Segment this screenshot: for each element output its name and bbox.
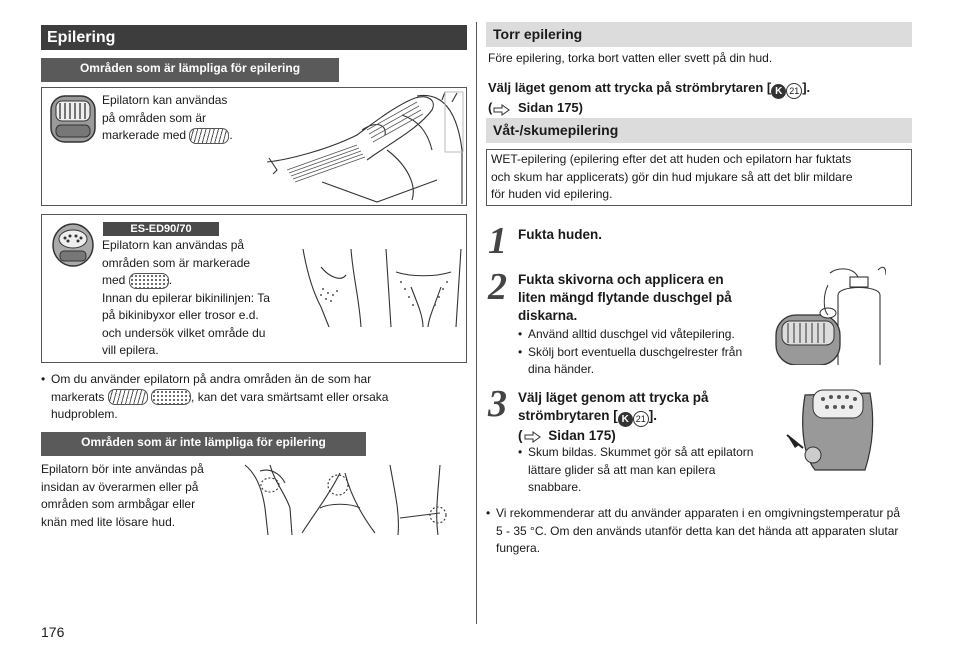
arrow-right-icon [493,100,511,112]
underarm-bikini-illustration [301,247,463,329]
unsuitable-areas-illustration [240,463,460,535]
subheader-unsuitable-areas: Områden som är inte lämpliga för epilering [41,432,366,456]
number-circle: 21 [633,411,649,427]
unsuitable-text: Epilatorn bör inte användas på insidan av överarmen eller på områden som armbågar eller knän med lite lösare hud. [41,462,204,529]
model-badge: ES-ED90/70 [103,222,219,236]
page-number: 176 [41,624,65,640]
section-header-wet: Våt-/skumepilering [486,118,912,143]
wet-info-box: WET-epilering (epilering efter det att huden och epilatorn har fuktats och skum har applicerats) gör din hud mjukare så att det blir mildare för huden vid epilering. [486,149,912,206]
suitable-areas-box-1 [41,87,467,206]
section-header-dry: Torr epilering [486,22,912,47]
epilator-head-round-icon [50,221,96,269]
temperature-note: • Vi rekommenderar att du använder apparaten i en omgivningstemperatur på 5 - 35 °C. Om den används utanför detta kan det hända att apparaten slutar fungera. [486,506,901,555]
number-circle: 21 [786,83,802,99]
section-header-epilering [41,25,467,50]
box2-text: Epilatorn kan användas på områden som är markerade med . Innan du epilerar bikinilinjen: Ta på bikinibyxor eller trosor e.d. och undersök vilket område du vill epilera. [102,238,270,357]
step-3-title: Välj läget genom att trycka på strömbrytaren [ K 21 ]. ( Sidan 175) [518,390,709,443]
dotted-area-swatch [129,273,169,289]
dotted-area-swatch [151,389,191,405]
epilator-head-icon [48,93,98,145]
leg-illustration [267,90,465,204]
subheader-suitable-areas: Områden som är lämpliga för epilering [41,58,339,82]
step-3-number: 3 [488,383,507,425]
dry-text: Före epilering, torka bort vatten eller svett på din hud. [488,51,773,65]
gel-bottle-illustration [768,265,886,365]
mode-k-icon: K [618,412,633,427]
step-1-number: 1 [488,220,507,262]
hatched-area-swatch [108,389,148,405]
arrow-right-icon [524,428,542,440]
epilator-button-illustration [785,385,880,475]
column-divider [476,22,477,624]
suitable-areas-box-2 [41,214,467,363]
step-1-title: Fukta huden. [518,227,602,242]
box1-text: Epilatorn kan användas på områden som är markerade med . [102,93,233,142]
note-other-areas: • Om du använder epilatorn på andra områden än de som har markerats , kan det vara smärtsamt eller orsaka hudproblem. [41,372,389,421]
step-2-number: 2 [488,266,507,308]
section-title: Epilering [47,29,116,46]
mode-instruction: Välj läget genom att trycka på strömbrytaren [ K 21 ]. ( Sidan 175) [488,80,811,115]
step-2-bullets: • Använd alltid duschgel vid våtepilering. • Skölj bort eventuella duschgelrester från dina händer. [518,326,768,379]
step-3-bullets: • Skum bildas. Skummet gör så att epilatorn lättare glider så att man kan epilera snabbare. [518,444,758,497]
hatched-area-swatch [189,128,229,144]
step-2-title: Fukta skivorna och applicera en liten mängd flytande duschgel på diskarna. [518,272,732,323]
mode-k-icon: K [771,84,786,99]
